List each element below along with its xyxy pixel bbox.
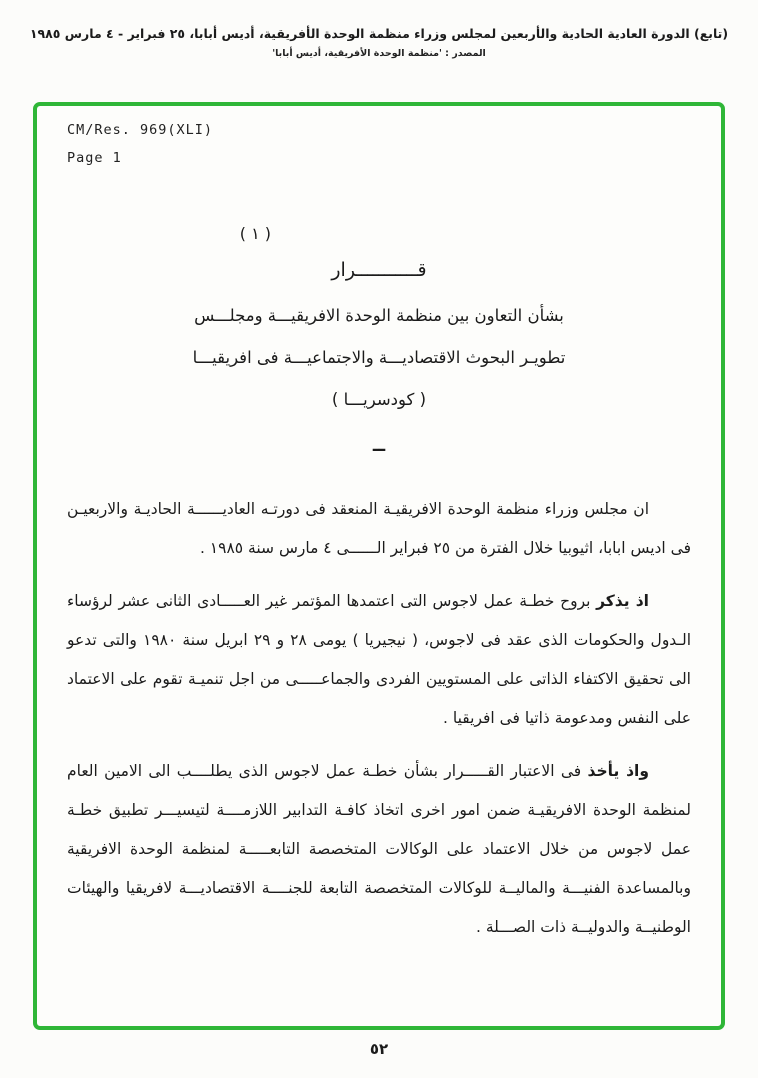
- paragraph-preamble: [67, 490, 691, 568]
- subtitle-line-1: بشأن التعاون بين منظمة الوحدة الافريقيـــة ومجلـــس: [194, 306, 564, 325]
- paragraph-recalling: [67, 582, 691, 738]
- paragraph-considering: [67, 752, 691, 947]
- paragraph-lead: واذ يأخذ: [587, 762, 650, 780]
- paragraph-lead: اذ يذكر: [596, 592, 649, 610]
- page-number: ٥٢: [369, 1040, 389, 1058]
- page-header: [0, 26, 758, 59]
- document-page-label: Page 1: [67, 150, 122, 166]
- paragraph-text: بروح خطـة عمل لاجوس التى اعتمدها المؤتمر غير العـــــادى الثانى عشر لرؤساء الـدول والحكومات الذى عقد فى لاجوس، ( نيجيريا ) يومى ٢٨ و ٢٩ ابريل سنة ١٩٨٠ والتى تدعو الى تحقيق الاكتفاء الذاتى على المستويين الفردى والجماعـــــى من اجل تنميـة تقوم على الاعتماد على النفس ومدعومة ذاتيا فى افريقيا .: [67, 592, 692, 727]
- header-source-line: المصدر : 'منظمة الوحدة الأفريقية، أديس أبابا': [272, 48, 486, 59]
- resolution-item-number: ( ١ ): [239, 224, 271, 243]
- resolution-body: [67, 490, 691, 947]
- header-session-title: (تابع) الدورة العادية الحادية والأربعين لمجلس وزراء منظمة الوحدة الأفريقية، أديس أبابا، ٢٥ فبراير - ٤ مارس ١٩٨٥: [29, 26, 729, 41]
- separator-dash: ــ: [372, 435, 386, 456]
- resolution-title: قـــــــــــرار: [331, 259, 427, 281]
- scanned-document-frame: [33, 102, 725, 1030]
- document-reference: CM/Res. 969(XLI): [67, 122, 214, 138]
- paragraph-text: منظمة الوحدة الافريقيـة المنعقد فى دورتـه العاديــــــة الحاديـة والاربعيـن فى اديس ابابا، اثيوبيا خلال الفترة من ٢٥ فبراير الــــــى ٤ مارس سنة ١٩٨٥ .: [67, 500, 691, 557]
- paragraph-lead: ان مجلس وزراء: [544, 500, 649, 518]
- subtitle-line-3: ( كودسريـــا ): [331, 390, 427, 409]
- paragraph-text: فى الاعتبار القـــــرار بشأن خطـة عمل لاجوس الذى يطلــــب الى الامين العام لمنظمة الوحدة الافريقيـة ضمن امور اخرى اتخاذ كافـة التدابير اللازمــــة لتيسيـــر تطبيق خطـة عمل لاجوس من خلال الاعتماد على الوكالات المتخصصة التابعـــــة لمنظمة الوحدة الافريقية وبالمساعدة الفنيـــة والماليــة للوكالات المتخصصة التابعة للجنــــة الاقتصاديـــة لافريقيا والهيئات الوطنيــة والدوليــة ذات الصـــلة .: [67, 762, 691, 936]
- document-reference-block: [67, 122, 691, 166]
- subtitle-line-2: تطويـر البحوث الاقتصاديـــة والاجتماعيـــة فى افريقيـــا: [192, 348, 566, 367]
- resolution-subtitle: [67, 295, 691, 421]
